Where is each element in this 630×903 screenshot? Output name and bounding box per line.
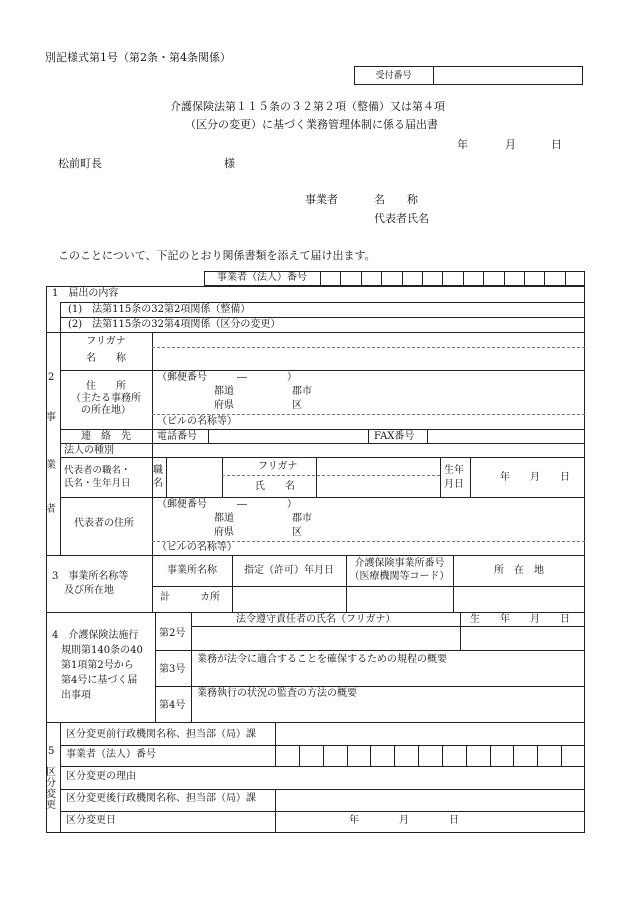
city-top: 郡市	[292, 386, 312, 397]
office-count-field[interactable]: 計 カ所	[160, 592, 220, 603]
section5-number: 5	[48, 746, 55, 757]
honorific: 様	[224, 157, 235, 170]
section5-new-agency-label: 区分変更後行政機関名称、担当部（局）課	[66, 793, 256, 804]
section5-change-date-label: 区分変更日	[66, 815, 116, 826]
receipt-number-input[interactable]	[435, 68, 581, 83]
form-number: 別記様式第1号（第2条・第4条関係）	[45, 51, 231, 64]
office-name-header: 事業所名称	[167, 565, 217, 576]
rep-city-top: 郡市	[292, 513, 312, 524]
form-title-line2: （区分の変更）に基づく業務管理体制に係る届出書	[185, 118, 438, 131]
compliance-officer-label: 法令遵守責任者の氏名（フリガナ）	[236, 614, 396, 625]
prefecture-bottom: 府県	[214, 400, 234, 411]
section5-reason-label: 区分変更の理由	[66, 771, 136, 782]
rep-name-input[interactable]	[318, 459, 438, 495]
office-number-header: 介護保険事業所番号	[354, 558, 445, 569]
section1-item1[interactable]: (1) 法第115条の32第2項関係（整備）	[68, 304, 251, 315]
rep-post-input[interactable]	[168, 459, 220, 495]
business-number-label: 事業者（法人）番号	[217, 272, 307, 283]
section2-char-1: 事	[46, 412, 56, 423]
section2-number: 2	[48, 372, 55, 383]
addressee: 松前町長	[58, 157, 102, 170]
designated-date-header: 指定（許可）年月日	[244, 565, 334, 576]
section5-new-agency-input[interactable]	[277, 791, 583, 809]
form-title-line1: 介護保険法第１１５条の３２第２項（整備）又は第４項	[170, 100, 445, 113]
applicant-label: 事業者	[305, 193, 338, 206]
section4-line2: 規則第140条の40	[61, 645, 143, 656]
receipt-number-label: 受付番号	[375, 71, 412, 81]
section3-title: 3 事業所名称等	[52, 571, 129, 582]
section5-business-number-label: 事業者（法人）番号	[66, 749, 156, 760]
audit-overview-label: 業務執行の状況の監査の方法の概要	[197, 688, 357, 699]
section4-line3: 第1項第2号から	[61, 660, 134, 671]
rep-postal-code-field[interactable]: （郵便番号 ― ）	[157, 499, 297, 510]
date-month-label: 月	[505, 138, 516, 151]
rep-name-label: 氏 名	[255, 481, 295, 492]
phone-input[interactable]	[210, 430, 366, 442]
section5-reason-input[interactable]	[155, 768, 583, 787]
location-header: 所 在 地	[494, 565, 544, 576]
furigana-label: フリガナ	[86, 336, 126, 347]
representative-name-label: 代表者氏名	[374, 212, 429, 225]
rep-furigana-label: フリガナ	[258, 461, 298, 472]
corp-type-label: 法人の種別	[64, 445, 114, 456]
section4-line5: 出事項	[61, 690, 91, 701]
rep-prefecture-bottom: 府県	[214, 527, 234, 538]
city-bottom: 区	[292, 400, 302, 411]
prefecture-top: 都道	[214, 386, 234, 397]
contact-label: 連 絡 先	[81, 431, 131, 442]
rep-city-bottom: 区	[292, 527, 302, 538]
rep-title-label: 代表者の職名・	[64, 465, 131, 476]
compliance-officer-birth-input[interactable]	[462, 628, 583, 648]
intro-text: このことについて、下記のとおり関係書類を添えて届け出ます。	[58, 249, 376, 262]
rep-building-name-field[interactable]: （ビルの名称等）	[157, 542, 237, 553]
rules-overview-label: 業務が法令に適合することを確保するための規程の概要	[197, 654, 447, 665]
business-name-input[interactable]	[154, 349, 583, 368]
compliance-officer-input[interactable]	[193, 628, 458, 648]
section5-prev-agency-input[interactable]	[277, 724, 583, 743]
address-label: 住 所	[86, 381, 126, 392]
section4-title: 4 介護保険法施行	[52, 630, 139, 641]
section2-char-2: 業	[46, 460, 56, 471]
post-label-2: 名	[153, 478, 163, 489]
section1-item2[interactable]: (2) 法第115条の32第4項関係（区分の変更）	[68, 319, 281, 330]
business-furigana-input[interactable]	[154, 334, 583, 346]
fax-input[interactable]	[429, 430, 583, 442]
post-label-1: 職	[153, 465, 163, 476]
date-day-label: 日	[551, 138, 562, 151]
section5-change-date[interactable]: 年 月 日	[349, 815, 459, 826]
corp-type-input[interactable]	[154, 444, 583, 456]
audit-overview-input[interactable]	[193, 702, 583, 720]
date-year-label: 年	[457, 138, 468, 151]
section5-chars: 区 分 変 更	[46, 767, 56, 811]
section5-prev-agency-label: 区分変更前行政機関名称、担当部（局）課	[66, 729, 256, 740]
birth-label-2: 月日	[444, 479, 464, 490]
compliance-officer-birth-label: 生 年 月 日	[470, 614, 570, 625]
fax-label: FAX番号	[374, 431, 415, 442]
business-number-boxes[interactable]	[320, 271, 585, 286]
applicant-name-label: 名 称	[374, 193, 418, 206]
item-no2-label: 第2号	[159, 628, 186, 639]
rep-address-label: 代表者の住所	[74, 518, 134, 529]
section5-business-number-boxes[interactable]	[275, 745, 585, 766]
rules-overview-input[interactable]	[193, 668, 583, 684]
building-name-field[interactable]: （ビルの名称等）	[157, 416, 237, 427]
business-name-label: 名 称	[86, 353, 126, 364]
rep-birth-date[interactable]: 年 月 日	[500, 472, 570, 483]
birth-label-1: 生年	[444, 465, 464, 476]
office-number-subheader: （医療機関等コード）	[349, 571, 450, 582]
section2-char-3: 者	[46, 504, 56, 515]
section4-line4: 第4号に基づく届	[61, 675, 138, 686]
rep-name-birth-label: 氏名・生年月日	[64, 478, 131, 489]
section1-title: 1 届出の内容	[52, 288, 119, 299]
rep-prefecture-top: 都道	[214, 513, 234, 524]
item-no3-label: 第3号	[159, 664, 186, 675]
item-no4-label: 第4号	[159, 700, 186, 711]
address-sublabel1: （主たる事務所	[71, 393, 141, 404]
phone-label: 電話番号	[157, 431, 197, 442]
address-sublabel2: の所在地）	[81, 405, 131, 416]
postal-code-field[interactable]: （郵便番号 ― ）	[157, 372, 297, 383]
section3-subtitle: 及び所在地	[64, 585, 114, 596]
